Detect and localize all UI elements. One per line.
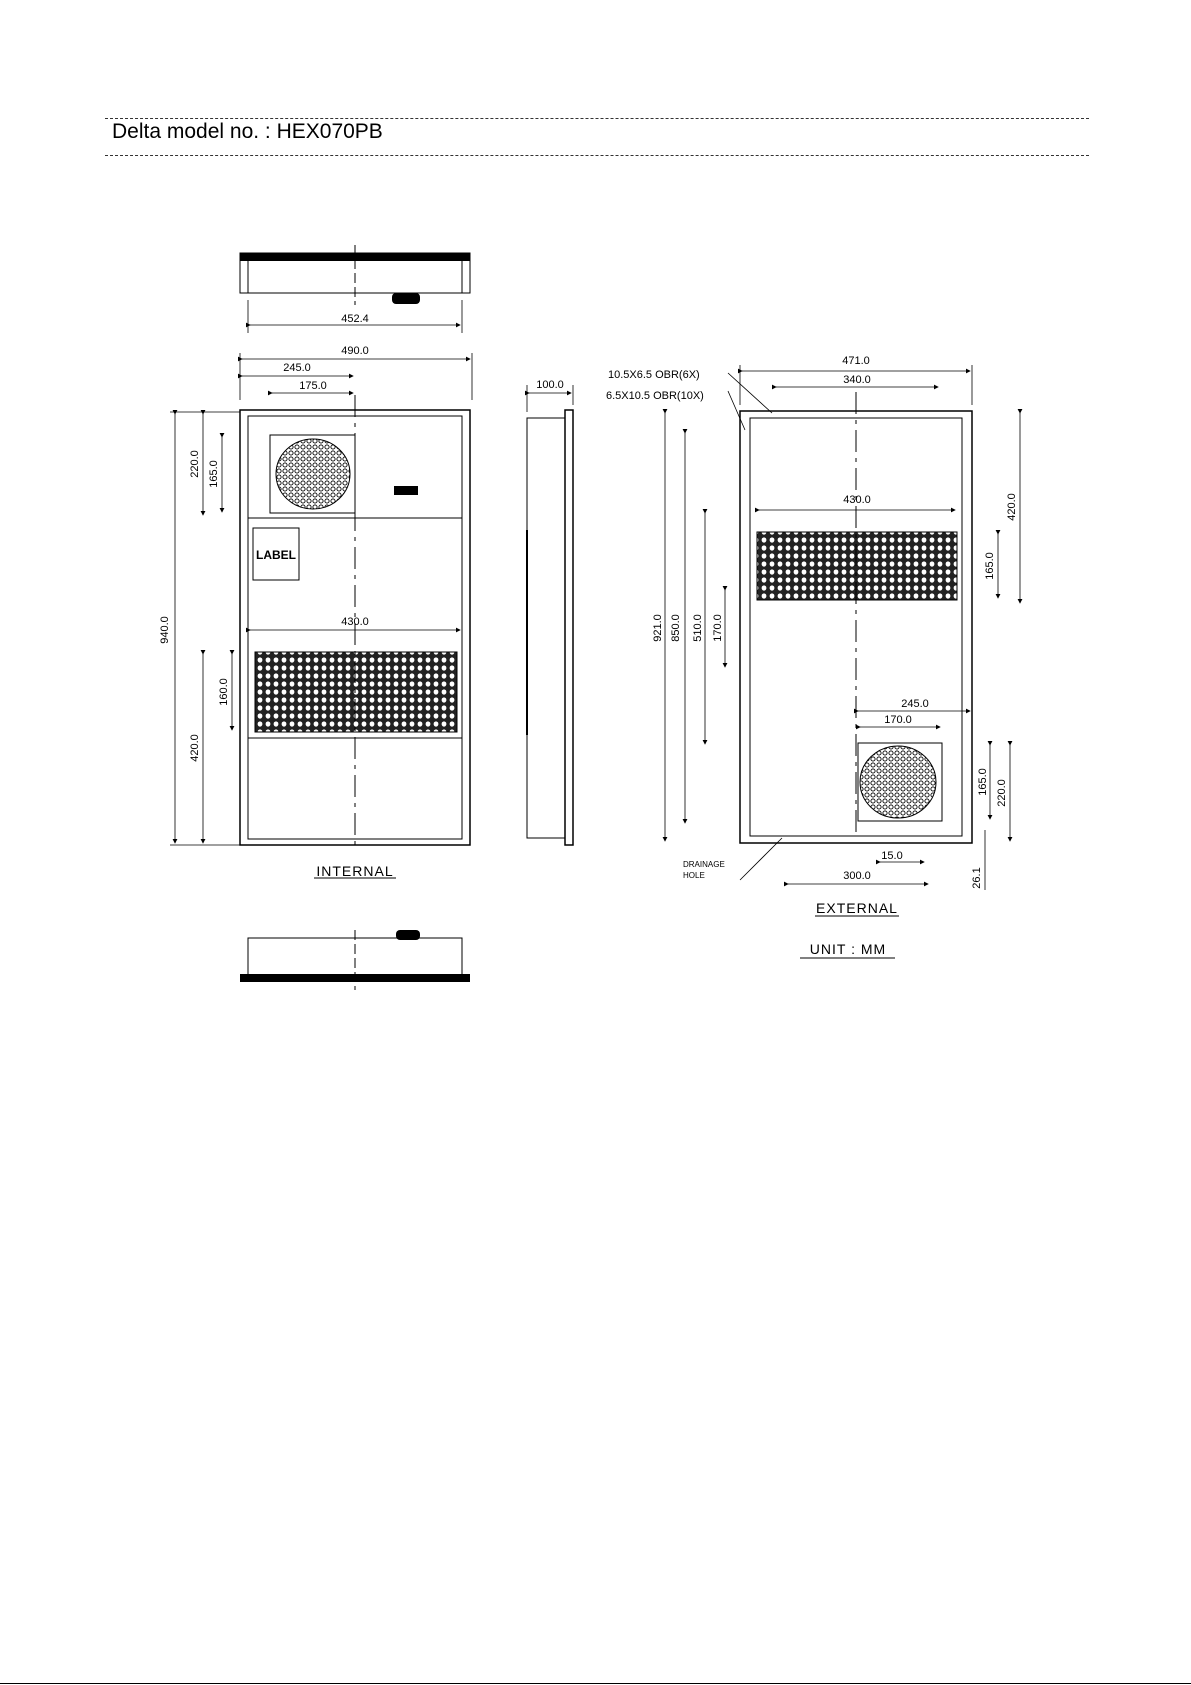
bottom-view [240,930,470,990]
external-bottom-holes-dim: 300.0 [843,870,871,882]
external-grille-height-dim: 165.0 [984,552,996,580]
external-span-510-dim: 510.0 [692,614,704,642]
page-bottom-edge [0,1683,1191,1684]
unit-note: UNIT : MM [809,941,887,957]
internal-view [170,353,472,878]
external-flange-dim: 26.1 [971,867,983,889]
internal-fan-size-dim: 165.0 [208,460,220,488]
external-height-921-dim: 921.0 [652,614,664,642]
internal-fan-offset-dim: 245.0 [283,362,311,374]
external-drain-offset-dim: 15.0 [881,850,903,862]
internal-fan-width-dim: 175.0 [299,380,327,392]
internal-caption: INTERNAL [316,863,394,879]
drainage-label-line2: HOLE [683,871,705,880]
label-plate-text: LABEL [256,548,296,562]
external-top-holes-dim: 340.0 [843,374,871,386]
internal-overall-width-dim: 490.0 [341,345,369,357]
external-fan-height-dim: 165.0 [977,768,989,796]
internal-fan-top-dim: 220.0 [189,450,201,478]
external-span-170-dim: 170.0 [712,614,724,642]
internal-height-dim: 940.0 [159,616,171,644]
external-overall-width-dim: 471.0 [842,355,870,367]
external-fan-width-dim: 170.0 [884,714,912,726]
external-grille-top-dim: 420.0 [1006,493,1018,521]
external-grille-width-dim: 430.0 [843,494,871,506]
internal-grille-bottom-dim: 420.0 [189,734,201,762]
slot-note-1: 10.5X6.5 OBR(6X) [608,369,700,381]
internal-grille-width-dim: 430.0 [341,616,369,628]
side-view [527,385,573,845]
external-height-850-dim: 850.0 [670,614,682,642]
drainage-label-line1: DRAINAGE [683,860,725,869]
internal-grille-height-dim: 160.0 [218,678,230,706]
top-view-width-dim: 452.4 [341,313,369,325]
side-depth-dim: 100.0 [536,379,564,391]
external-fan-bottom-dim: 220.0 [996,779,1008,807]
external-fan-offset-dim: 245.0 [901,698,929,710]
model-number-title: Delta model no. : HEX070PB [112,120,383,143]
external-caption: EXTERNAL [816,900,898,916]
slot-note-2: 6.5X10.5 OBR(10X) [606,390,704,402]
